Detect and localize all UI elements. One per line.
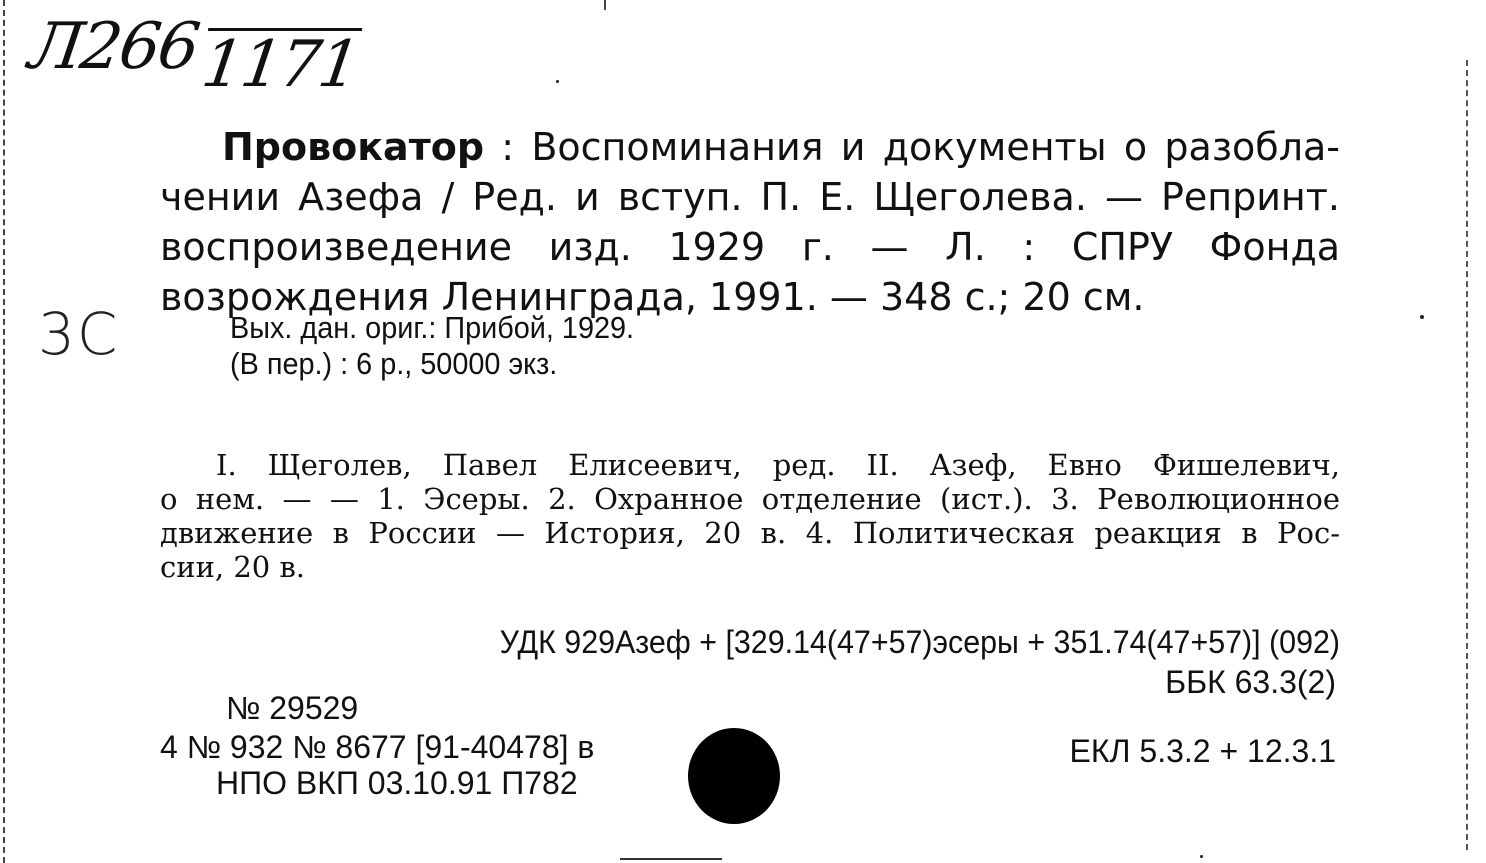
card-left-edge <box>3 0 5 863</box>
shelfmark-left: Л266 <box>24 10 203 84</box>
bbk-index: ББК 63.3(2) <box>1165 664 1336 700</box>
title-rest: : Воспоминания и документы о разобла- <box>484 125 1340 169</box>
tracings-line-4: сии, 20 в. <box>160 550 305 584</box>
handwritten-shelfmark <box>24 10 365 102</box>
speck <box>1420 315 1424 319</box>
description-line-4: возрождения Ленинграда, 1991. — 348 с.; 20 см. <box>160 275 1145 319</box>
ekl-index: ЕКЛ 5.3.2 + 12.3.1 <box>1069 733 1336 769</box>
binding-price-note: (В пер.) : 6 р., 50000 экз. <box>230 346 558 381</box>
description-line-3: воспроизведение изд. 1929 г. — Л. : СПРУ Фонда <box>160 225 1340 269</box>
tracings-line-3: движение в России — История, 20 в. 4. Политическая реакция в Рос- <box>160 516 1340 550</box>
shelfmark-right: 1171 <box>197 28 363 102</box>
tracings-line-2: о нем. — — 1. Эсеры. 2. Охранное отделение (ист.). 3. Революционное <box>160 482 1340 516</box>
punch-hole <box>688 728 780 824</box>
udk-index: УДК 929Азеф + [329.14(47+57)эсеры + 351.74(47+57)] (092) <box>499 624 1340 660</box>
print-order-line: 4 № 932 № 8677 [91-40478] в <box>160 729 595 765</box>
notes-block <box>230 310 634 382</box>
handwritten-code: 3С <box>38 300 120 368</box>
bottom-rule <box>620 858 722 860</box>
npo-line: НПО ВКП 03.10.91 П782 <box>216 765 578 801</box>
top-tick-mark <box>604 0 606 10</box>
book-title: Провокатор <box>222 125 485 169</box>
description-line-1 <box>160 122 1340 172</box>
speck <box>556 80 559 83</box>
tracings-line-1: I. Щеголев, Павел Елисеевич, ред. II. Азеф, Евно Фишелевич, <box>216 448 1340 482</box>
speck <box>1200 855 1203 858</box>
record-number: № 29529 <box>226 690 359 726</box>
original-imprint-note: Вых. дан. ориг.: Прибой, 1929. <box>230 310 635 345</box>
tracings-block <box>160 448 1340 584</box>
description-line-2: чении Азефа / Ред. и вступ. П. Е. Щеголева. — Репринт. <box>160 175 1340 219</box>
card-right-edge <box>1466 60 1468 850</box>
bibliographic-description <box>160 122 1340 322</box>
